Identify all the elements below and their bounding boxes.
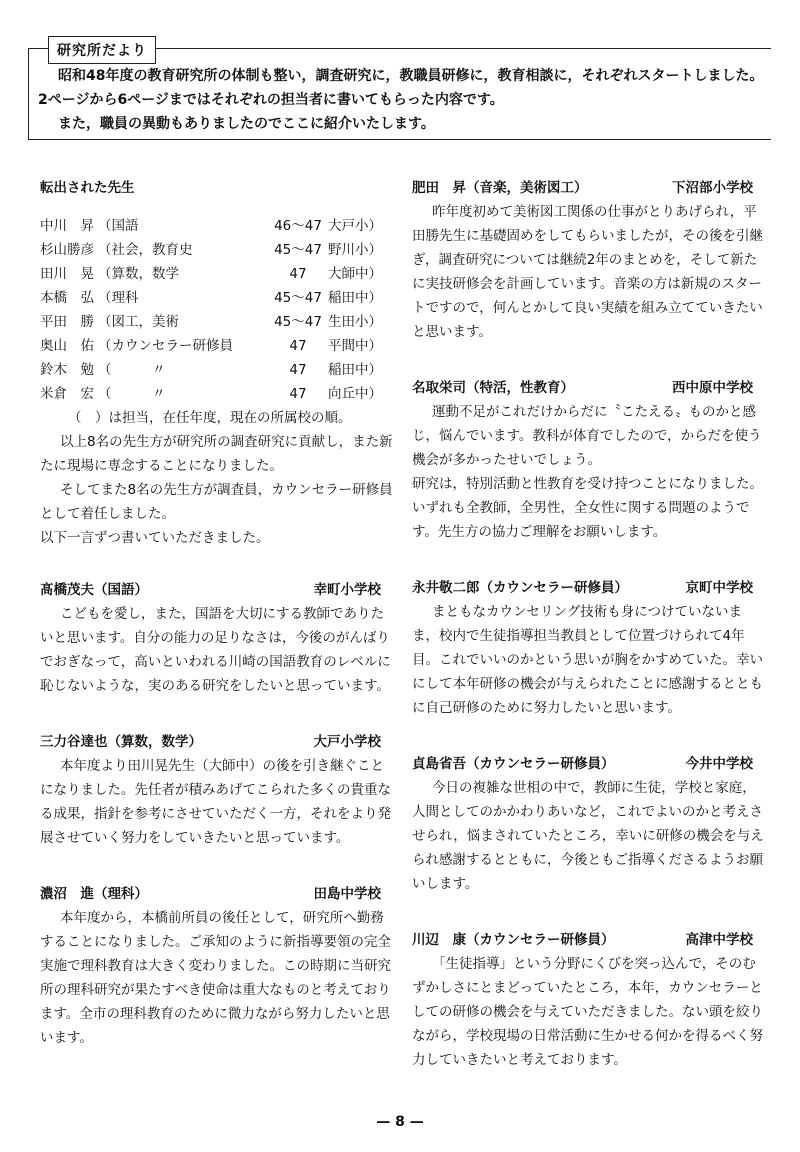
intro-text [38, 64, 768, 136]
staff-subject: （社会，教育史 [98, 242, 193, 258]
staff-years: 45～47 [274, 290, 322, 306]
table-row [40, 334, 382, 358]
table-row [40, 382, 382, 406]
staff-years: 47 [289, 338, 307, 354]
staff-name: 鈴木 勉 [40, 362, 94, 378]
staff-entry [412, 928, 767, 1072]
section-label: 研究所だより [48, 36, 156, 64]
staff-subject: （カウンセラー研修員 [98, 338, 233, 354]
transferred-title: 転出された先生 [40, 180, 135, 196]
staff-years: 47 [289, 386, 307, 402]
staff-entry [40, 578, 395, 698]
staff-entry [412, 576, 767, 720]
paragraph: 以上8名の先生方が研究所の調査研究に貢献し，また新たに現場に専念することになりました。 [40, 434, 393, 474]
staff-entry [412, 752, 767, 896]
staff-subject: （算数，数学 [98, 266, 179, 282]
table-row [40, 262, 382, 286]
entry-text: 運動不足がこれだけからだに〝こたえる〟ものかと感じ，悩んでいます。教科が体育でしたので，からだを使う機会が多かったせいでしょう。 [412, 404, 762, 468]
staff-school: 大戸小） [328, 218, 382, 234]
staff-years: 47 [289, 362, 307, 378]
paragraph: そしてまた8名の先生方が調査員，カウンセラー研修員として着任しました。 [40, 482, 393, 522]
entry-school: 高津中学校 [685, 932, 753, 948]
staff-subject: （ 〃 [98, 362, 166, 378]
table-row [40, 286, 382, 310]
entry-name: 濃沼 進（理科） [40, 886, 148, 902]
entry-school: 幸町小学校 [313, 582, 381, 598]
entry-name: 髙橋茂夫（国語） [40, 582, 148, 598]
staff-school: 野川小） [328, 242, 382, 258]
staff-entry [412, 376, 767, 544]
entry-text: こどもを愛し，また，国語を大切にする教師でありたいと思います。自分の能力の足りなさは，今後のがんばりでおぎなって，高いといわれる川崎の国語教育のレベルに恥じないような，実のある研究をしたいと思っています。 [40, 606, 391, 694]
staff-school: 生田小） [328, 314, 382, 330]
entry-school: 田島中学校 [313, 886, 381, 902]
table-row [40, 214, 382, 238]
staff-name: 平田 勝 [40, 314, 94, 330]
staff-subject: （理科 [98, 290, 139, 306]
entry-name: 川辺 康（カウンセラー研修員） [412, 932, 615, 948]
entry-name: 三力谷達也（算数，数学） [40, 734, 202, 750]
staff-name: 田川 晃 [40, 266, 94, 282]
staff-subject: （ 〃 [98, 386, 166, 402]
staff-name: 中川 昇 [40, 218, 94, 234]
entry-school: 西中原中学校 [672, 380, 753, 396]
staff-table [40, 214, 382, 406]
staff-entry [412, 176, 767, 344]
staff-school: 向丘中） [328, 386, 382, 402]
right-column [412, 176, 767, 1090]
staff-school: 稲田中） [328, 362, 382, 378]
entry-text: 本年度から，本橋前所員の後任として，研究所へ勤務することになりました。ご承知のように新指導要領の完全実施で理科教育は大きく変わりました。この時期に当研究所の理科研究が果たすべき使命は重大なものと考えております。全市の理科教育のために微力ながら努力したいと思います。 [40, 910, 391, 1046]
entry-text: 昨年度初めて美術図工関係の仕事がとりあげられ，平田勝先生に基礎固めをしてもらいましたが，その後を引継ぎ，調査研究については継続2年のまとめを，そして新たに実技研修会を計画しています。音楽の方は新規のスタートですので，何んとかして良い実績を組み立てていきたいと思います。 [412, 204, 763, 340]
entry-name: 永井敬二郎（カウンセラー研修員） [412, 580, 628, 596]
paragraph: 以下一言ずつ書いていただきました。 [40, 530, 270, 546]
entry-name: 肥田 昇（音楽，美術図工） [412, 180, 588, 196]
entry-text-2: 研究は，特別活動と性教育を受け持つことになりました。いずれも全教師，全男性，全女性に関する問題のようです。先生方の協力ご理解をお願いします。 [412, 476, 763, 540]
intro-line-1: 昭和48年度の教育研究所の体制も整い，調査研究に，教職員研修に，教育相談に，それぞれスタートしました。2ページから6ページまではそれぞれの担当者に書いてもらった内容です。 [38, 68, 764, 108]
entry-text: まともなカウンセリング技術も身につけていないまま，校内で生徒指導担当教員として位置づけられて4年目。これでいいのかという思いが胸をかすめていた。幸いにして本年研修の機会が与えられたことに感謝するとともに自己研修のために努力したいと思います。 [412, 604, 763, 716]
entry-name: 貞島省吾（カウンセラー研修員） [412, 756, 615, 772]
staff-school: 平間中） [328, 338, 382, 354]
entry-school: 京町中学校 [685, 580, 753, 596]
staff-years: 45～47 [274, 314, 322, 330]
staff-entry [40, 882, 395, 1050]
entry-school: 大戸小学校 [313, 734, 381, 750]
table-row [40, 358, 382, 382]
table-note: （ ）は担当，在任年度，現在の所属校の順。 [68, 410, 352, 426]
page-number: — 8 — [376, 1114, 424, 1130]
staff-entry [40, 730, 395, 850]
staff-name: 奥山 佑 [40, 338, 94, 354]
staff-years: 45～47 [274, 242, 322, 258]
entry-school: 下沼部小学校 [672, 180, 753, 196]
entry-text: 本年度より田川晃先生（大師中）の後を引き継ぐことになりました。先任者が積みあげてこられた多くの貴重なる成果，指針を参考にさせていただく一方，それをより発展させていく努力をしていきたいと思っています。 [40, 758, 391, 846]
staff-name: 杉山勝彦 [40, 242, 94, 258]
staff-school: 稲田中） [328, 290, 382, 306]
staff-name: 本橋 弘 [40, 290, 94, 306]
staff-school: 大師中） [328, 266, 382, 282]
entry-text: 今日の複雑な世相の中で，教師に生徒，学校と家庭，人間としてのかかわりあいなど，これでよいのかと考えさせられ，悩まされていたところ，幸いに研修の機会を与えられ感謝するとともに，今後ともご指導くださるようお願いします。 [412, 780, 764, 892]
staff-name: 米倉 宏 [40, 386, 94, 402]
entry-school: 今井中学校 [685, 756, 753, 772]
staff-subject: （図工，美術 [98, 314, 179, 330]
intro-line-2: また，職員の異動もありましたのでここに紹介いたします。 [58, 116, 435, 132]
staff-years: 46～47 [274, 218, 322, 234]
entry-text: 「生徒指導」という分野にくびを突っ込んで，そのむずかしさにとまどっていたところ，本年，カウンセラーとしての研修の機会を与えていただきました。ない頭を絞りながら，学校現場の日常活動に生かせる何かを得るべく努力していきたいと考えております。 [412, 956, 763, 1068]
staff-subject: （国語 [98, 218, 139, 234]
left-column [40, 176, 395, 1068]
staff-years: 47 [289, 266, 307, 282]
table-row [40, 310, 382, 334]
table-row [40, 238, 382, 262]
entry-name: 名取栄司（特活，性教育） [412, 380, 574, 396]
